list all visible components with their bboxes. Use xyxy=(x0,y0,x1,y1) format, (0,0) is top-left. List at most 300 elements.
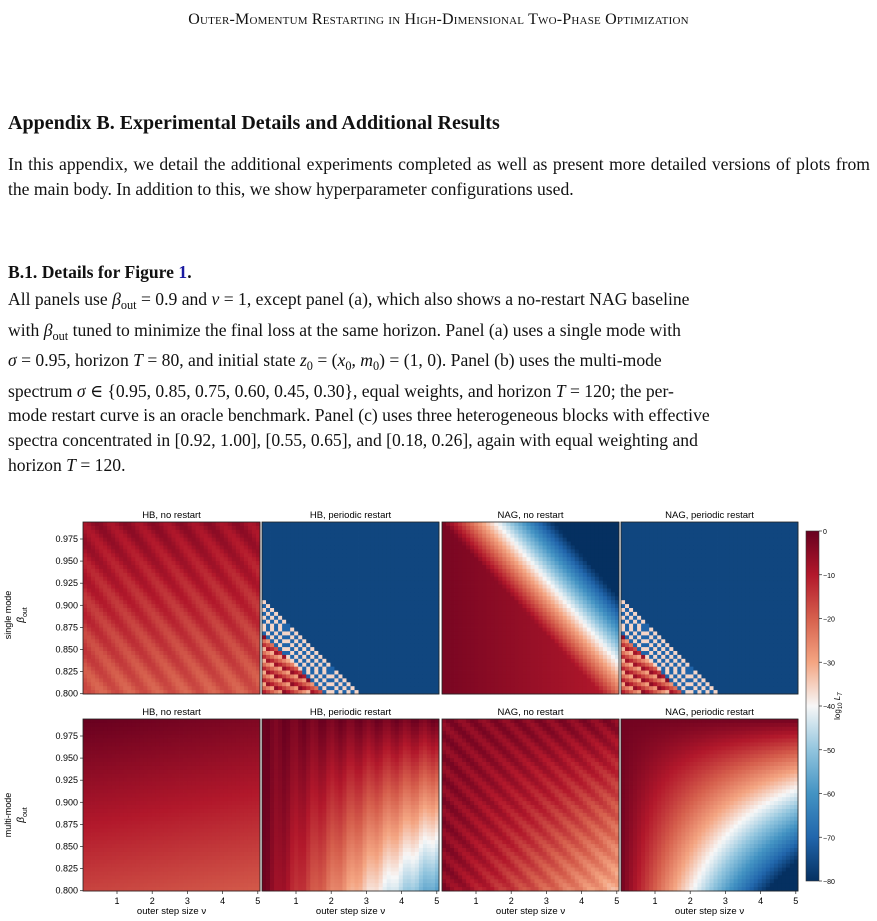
heatmap-cell xyxy=(351,577,355,581)
heatmap-cell xyxy=(355,581,359,585)
heatmap-cell xyxy=(131,588,135,592)
heatmap-cell xyxy=(176,569,180,573)
heatmap-cell xyxy=(419,620,423,624)
heatmap-cell xyxy=(326,592,330,596)
heatmap-cell xyxy=(103,631,107,635)
heatmap-cell xyxy=(306,663,310,667)
heatmap-cell xyxy=(172,530,176,534)
heatmap-cell xyxy=(427,596,431,600)
heatmap-cell xyxy=(244,596,248,600)
heatmap-cell xyxy=(486,647,490,651)
heatmap-cell xyxy=(446,569,450,573)
heatmap-cell xyxy=(375,651,379,655)
heatmap-cell xyxy=(290,553,294,557)
heatmap-cell xyxy=(318,534,322,538)
heatmap-cell xyxy=(192,600,196,604)
heatmap-cell xyxy=(306,561,310,565)
heatmap-cell xyxy=(363,631,367,635)
heatmap-cell xyxy=(127,686,131,690)
heatmap-cell xyxy=(200,522,204,526)
heatmap-cell xyxy=(355,667,359,671)
heatmap-cell xyxy=(290,686,294,690)
heatmap-cell xyxy=(184,616,188,620)
heatmap-cell xyxy=(415,600,419,604)
heatmap-cell xyxy=(95,530,99,534)
heatmap-cell xyxy=(155,549,159,553)
heatmap-cell xyxy=(236,686,240,690)
heatmap-cell xyxy=(163,663,167,667)
heatmap-cell xyxy=(139,682,143,686)
heatmap-cell xyxy=(526,655,530,659)
heatmap-cell xyxy=(346,588,350,592)
heatmap-cell xyxy=(506,616,510,620)
heatmap-cell xyxy=(139,608,143,612)
heatmap-cell xyxy=(278,569,282,573)
heatmap-cell xyxy=(282,522,286,526)
heatmap-cell xyxy=(192,557,196,561)
heatmap-cell xyxy=(204,624,208,628)
heatmap-cell xyxy=(188,549,192,553)
heatmap-cell xyxy=(282,557,286,561)
heatmap-cell xyxy=(294,628,298,632)
heatmap-cell xyxy=(342,573,346,577)
heatmap-cell xyxy=(274,545,278,549)
heatmap-cell xyxy=(391,651,395,655)
heatmap-cell xyxy=(83,616,87,620)
heatmap-cell xyxy=(298,655,302,659)
heatmap-cell xyxy=(442,553,446,557)
heatmap-cell xyxy=(531,647,535,651)
heatmap-cell xyxy=(535,549,539,553)
heatmap-cell xyxy=(151,624,155,628)
heatmap-cell xyxy=(119,565,123,569)
heatmap-cell xyxy=(502,534,506,538)
heatmap-cell xyxy=(107,612,111,616)
heatmap-cell xyxy=(322,604,326,608)
heatmap-cell xyxy=(248,635,252,639)
heatmap-cell xyxy=(466,581,470,585)
heatmap-cell xyxy=(180,671,184,675)
heatmap-cell xyxy=(474,538,478,542)
heatmap-cell xyxy=(442,659,446,663)
heatmap-cell xyxy=(240,561,244,565)
heatmap-cell xyxy=(274,674,278,678)
heatmap-cell xyxy=(228,674,232,678)
heatmap-cell xyxy=(446,667,450,671)
heatmap-cell xyxy=(334,659,338,663)
heatmap-cell xyxy=(240,538,244,542)
heatmap-cell xyxy=(220,647,224,651)
heatmap-cell xyxy=(91,671,95,675)
heatmap-cell xyxy=(278,565,282,569)
heatmap-cell xyxy=(306,639,310,643)
heatmap-cell xyxy=(474,588,478,592)
heatmap-cell xyxy=(351,553,355,557)
heatmap-cell xyxy=(338,671,342,675)
heatmap-cell xyxy=(143,671,147,675)
heatmap-cell xyxy=(139,663,143,667)
heatmap-cell xyxy=(346,585,350,589)
heatmap-cell xyxy=(240,608,244,612)
heatmap-cell xyxy=(208,549,212,553)
heatmap-cell xyxy=(478,526,482,530)
heatmap-cell xyxy=(91,616,95,620)
heatmap-cell xyxy=(310,643,314,647)
heatmap-cell xyxy=(411,655,415,659)
heatmap-cell xyxy=(95,557,99,561)
heatmap-cell xyxy=(355,631,359,635)
heatmap-cell xyxy=(387,592,391,596)
heatmap-cell xyxy=(172,557,176,561)
heatmap-cell xyxy=(379,573,383,577)
heatmap-cell xyxy=(151,643,155,647)
heatmap-cell xyxy=(188,592,192,596)
heatmap-cell xyxy=(314,639,318,643)
heatmap-cell xyxy=(252,678,256,682)
heatmap-cell xyxy=(431,553,435,557)
heatmap-cell xyxy=(95,631,99,635)
heatmap-cell xyxy=(478,631,482,635)
heatmap-cell xyxy=(326,522,330,526)
heatmap-cell xyxy=(232,542,236,546)
heatmap-cell xyxy=(375,522,379,526)
heatmap-cell xyxy=(518,631,522,635)
heatmap-cell xyxy=(531,635,535,639)
heatmap-cell xyxy=(470,545,474,549)
heatmap-cell xyxy=(338,631,342,635)
heatmap-cell xyxy=(522,674,526,678)
heatmap-cell xyxy=(506,639,510,643)
heatmap-cell xyxy=(119,585,123,589)
heatmap-cell xyxy=(192,530,196,534)
heatmap-cell xyxy=(415,651,419,655)
heatmap-cell xyxy=(159,557,163,561)
heatmap-cell xyxy=(278,682,282,686)
heatmap-cell xyxy=(248,561,252,565)
figure-ref-link[interactable]: 1 xyxy=(178,262,188,282)
heatmap-cell xyxy=(143,655,147,659)
heatmap-cell xyxy=(139,600,143,604)
heatmap-cell xyxy=(290,678,294,682)
heatmap-cell xyxy=(486,651,490,655)
heatmap-cell xyxy=(427,542,431,546)
heatmap-cell xyxy=(411,522,415,526)
heatmap-cell xyxy=(310,592,314,596)
heatmap-cell xyxy=(236,542,240,546)
heatmap-cell xyxy=(371,639,375,643)
heatmap-cell xyxy=(531,553,535,557)
heatmap-cell xyxy=(535,663,539,667)
heatmap-cell xyxy=(342,585,346,589)
heatmap-cell xyxy=(200,557,204,561)
heatmap-cell xyxy=(147,620,151,624)
y-tick-label: 0.975 xyxy=(55,534,78,544)
heatmap-cell xyxy=(159,534,163,538)
heatmap-cell xyxy=(111,616,115,620)
heatmap-cell xyxy=(95,565,99,569)
heatmap-cell xyxy=(395,686,399,690)
heatmap-cell xyxy=(262,542,266,546)
heatmap-cell xyxy=(466,639,470,643)
heatmap-cell xyxy=(188,553,192,557)
heatmap-cell xyxy=(506,667,510,671)
heatmap-cell xyxy=(131,624,135,628)
heatmap-cell xyxy=(274,628,278,632)
heatmap-cell xyxy=(306,674,310,678)
heatmap-cell xyxy=(454,612,458,616)
heatmap-cell xyxy=(159,538,163,542)
heatmap-cell xyxy=(458,530,462,534)
heatmap-cell xyxy=(395,631,399,635)
heatmap-cell xyxy=(478,577,482,581)
heatmap-cell xyxy=(232,612,236,616)
heatmap-cell xyxy=(322,678,326,682)
heatmap-cell xyxy=(415,592,419,596)
heatmap-cell xyxy=(151,620,155,624)
heatmap-cell xyxy=(342,663,346,667)
heatmap-cell xyxy=(318,542,322,546)
heatmap-cell xyxy=(427,585,431,589)
heatmap-cell xyxy=(458,682,462,686)
heatmap-cell xyxy=(423,596,427,600)
heatmap-cell xyxy=(458,569,462,573)
heatmap-cell xyxy=(375,671,379,675)
heatmap-cell xyxy=(135,542,139,546)
heatmap-cell xyxy=(330,577,334,581)
heatmap-cell xyxy=(367,620,371,624)
heatmap-cell xyxy=(342,635,346,639)
heatmap-cell xyxy=(228,631,232,635)
heatmap-cell xyxy=(423,635,427,639)
heatmap-cell xyxy=(172,596,176,600)
heatmap-cell xyxy=(302,577,306,581)
heatmap-cell xyxy=(139,549,143,553)
heatmap-cell xyxy=(127,588,131,592)
heatmap-cell xyxy=(310,573,314,577)
heatmap-cell xyxy=(318,671,322,675)
heatmap-cell xyxy=(163,581,167,585)
heatmap-cell xyxy=(91,592,95,596)
heatmap-cell xyxy=(431,659,435,663)
heatmap-cell xyxy=(95,624,99,628)
heatmap-cell xyxy=(103,604,107,608)
heatmap-cell xyxy=(107,596,111,600)
heatmap-cell xyxy=(351,659,355,663)
heatmap-cell xyxy=(363,624,367,628)
heatmap-cell xyxy=(95,581,99,585)
heatmap-cell xyxy=(220,667,224,671)
heatmap-cell xyxy=(482,663,486,667)
heatmap-cell xyxy=(502,577,506,581)
heatmap-cell xyxy=(506,608,510,612)
heatmap-cell xyxy=(379,592,383,596)
heatmap-cell xyxy=(342,530,346,534)
heatmap-cell xyxy=(99,635,103,639)
heatmap-cell xyxy=(87,600,91,604)
heatmap-cell xyxy=(514,682,518,686)
heatmap-cell xyxy=(220,635,224,639)
heatmap-cell xyxy=(326,534,330,538)
heatmap-cell xyxy=(342,526,346,530)
heatmap-cell xyxy=(371,557,375,561)
heatmap-cell xyxy=(531,588,535,592)
heatmap-cell xyxy=(252,659,256,663)
heatmap-cell xyxy=(216,643,220,647)
heatmap-cell xyxy=(204,674,208,678)
heatmap-cell xyxy=(411,538,415,542)
heatmap-cell xyxy=(184,526,188,530)
heatmap-cell xyxy=(240,674,244,678)
heatmap-cell xyxy=(240,557,244,561)
heatmap-cell xyxy=(184,549,188,553)
heatmap-cell xyxy=(462,667,466,671)
heatmap-cell xyxy=(419,686,423,690)
heatmap-cell xyxy=(427,655,431,659)
heatmap-cell xyxy=(510,530,514,534)
heatmap-cell xyxy=(367,671,371,675)
heatmap-cell xyxy=(462,569,466,573)
heatmap-cell xyxy=(427,565,431,569)
heatmap-cell xyxy=(240,526,244,530)
heatmap-cell xyxy=(232,545,236,549)
heatmap-cell xyxy=(450,596,454,600)
heatmap-cell xyxy=(346,553,350,557)
heatmap-cell xyxy=(403,620,407,624)
heatmap-cell xyxy=(462,628,466,632)
heatmap-cell xyxy=(318,639,322,643)
heatmap-cell xyxy=(395,643,399,647)
heatmap-cell xyxy=(498,538,502,542)
heatmap-cell xyxy=(403,569,407,573)
heatmap-cell xyxy=(298,557,302,561)
heatmap-cell xyxy=(236,538,240,542)
heatmap-cell xyxy=(204,631,208,635)
heatmap-cell xyxy=(143,612,147,616)
heatmap-cell xyxy=(403,600,407,604)
heatmap-cell xyxy=(419,549,423,553)
heatmap-cell xyxy=(180,628,184,632)
heatmap-cell xyxy=(387,538,391,542)
heatmap-cell xyxy=(371,588,375,592)
heatmap-cell xyxy=(155,557,159,561)
heatmap-cell xyxy=(200,631,204,635)
heatmap-cell xyxy=(474,674,478,678)
heatmap-cell xyxy=(270,553,274,557)
heatmap-cell xyxy=(151,538,155,542)
heatmap-cell xyxy=(290,643,294,647)
heatmap-cell xyxy=(252,671,256,675)
heatmap-cell xyxy=(322,639,326,643)
heatmap-cell xyxy=(474,549,478,553)
heatmap-cell xyxy=(326,549,330,553)
heatmap-cell xyxy=(363,678,367,682)
heatmap-cell xyxy=(87,655,91,659)
heatmap-cell xyxy=(535,612,539,616)
heatmap-cell xyxy=(167,663,171,667)
heatmap-cell xyxy=(338,526,342,530)
heatmap-cell xyxy=(115,608,119,612)
heatmap-cell xyxy=(351,549,355,553)
heatmap-cell xyxy=(228,530,232,534)
heatmap-cell xyxy=(522,608,526,612)
heatmap-cell xyxy=(310,608,314,612)
heatmap-cell xyxy=(196,549,200,553)
heatmap-cell xyxy=(99,612,103,616)
heatmap-cell xyxy=(474,628,478,632)
heatmap-cell xyxy=(502,624,506,628)
heatmap-cell xyxy=(415,596,419,600)
heatmap-cell xyxy=(363,671,367,675)
heatmap-cell xyxy=(330,635,334,639)
heatmap-cell xyxy=(99,631,103,635)
heatmap-cell xyxy=(367,604,371,608)
heatmap-cell xyxy=(135,616,139,620)
heatmap-cell xyxy=(224,561,228,565)
heatmap-cell xyxy=(262,577,266,581)
heatmap-cell xyxy=(454,655,458,659)
heatmap-cell xyxy=(423,612,427,616)
heatmap-cell xyxy=(415,647,419,651)
heatmap-cell xyxy=(359,612,363,616)
heatmap-cell xyxy=(294,624,298,628)
heatmap-cell xyxy=(310,581,314,585)
heatmap-cell xyxy=(351,581,355,585)
heatmap-cell xyxy=(248,620,252,624)
heatmap-cell xyxy=(502,542,506,546)
heatmap-cell xyxy=(415,585,419,589)
heatmap-cell xyxy=(506,526,510,530)
heatmap-cell xyxy=(91,534,95,538)
heatmap-cell xyxy=(167,667,171,671)
heatmap-cell xyxy=(192,635,196,639)
heatmap-cell xyxy=(270,643,274,647)
heatmap-cell xyxy=(387,581,391,585)
heatmap-cell xyxy=(286,628,290,632)
heatmap-cell xyxy=(302,600,306,604)
heatmap-cell xyxy=(115,542,119,546)
heatmap-cell xyxy=(494,592,498,596)
heatmap-cell xyxy=(518,565,522,569)
heatmap-cell xyxy=(383,526,387,530)
heatmap-cell xyxy=(204,608,208,612)
heatmap-cell xyxy=(147,655,151,659)
heatmap-cell xyxy=(212,659,216,663)
heatmap-cell xyxy=(228,667,232,671)
heatmap-cell xyxy=(196,671,200,675)
heatmap-cell xyxy=(510,522,514,526)
heatmap-cell xyxy=(147,588,151,592)
heatmap-cell xyxy=(470,596,474,600)
heatmap-cell xyxy=(379,624,383,628)
heatmap-cell xyxy=(391,530,395,534)
heatmap-cell xyxy=(196,604,200,608)
heatmap-cell xyxy=(87,577,91,581)
heatmap-cell xyxy=(131,616,135,620)
heatmap-cell xyxy=(172,682,176,686)
heatmap-cell xyxy=(474,526,478,530)
heatmap-cell xyxy=(518,667,522,671)
heatmap-cell xyxy=(383,671,387,675)
heatmap-cell xyxy=(419,678,423,682)
heatmap-cell xyxy=(367,643,371,647)
heatmap-cell xyxy=(427,628,431,632)
heatmap-cell xyxy=(143,643,147,647)
heatmap-cell xyxy=(494,522,498,526)
heatmap-cell xyxy=(342,643,346,647)
heatmap-cell xyxy=(431,631,435,635)
heatmap-cell xyxy=(274,678,278,682)
heatmap-cell xyxy=(330,604,334,608)
